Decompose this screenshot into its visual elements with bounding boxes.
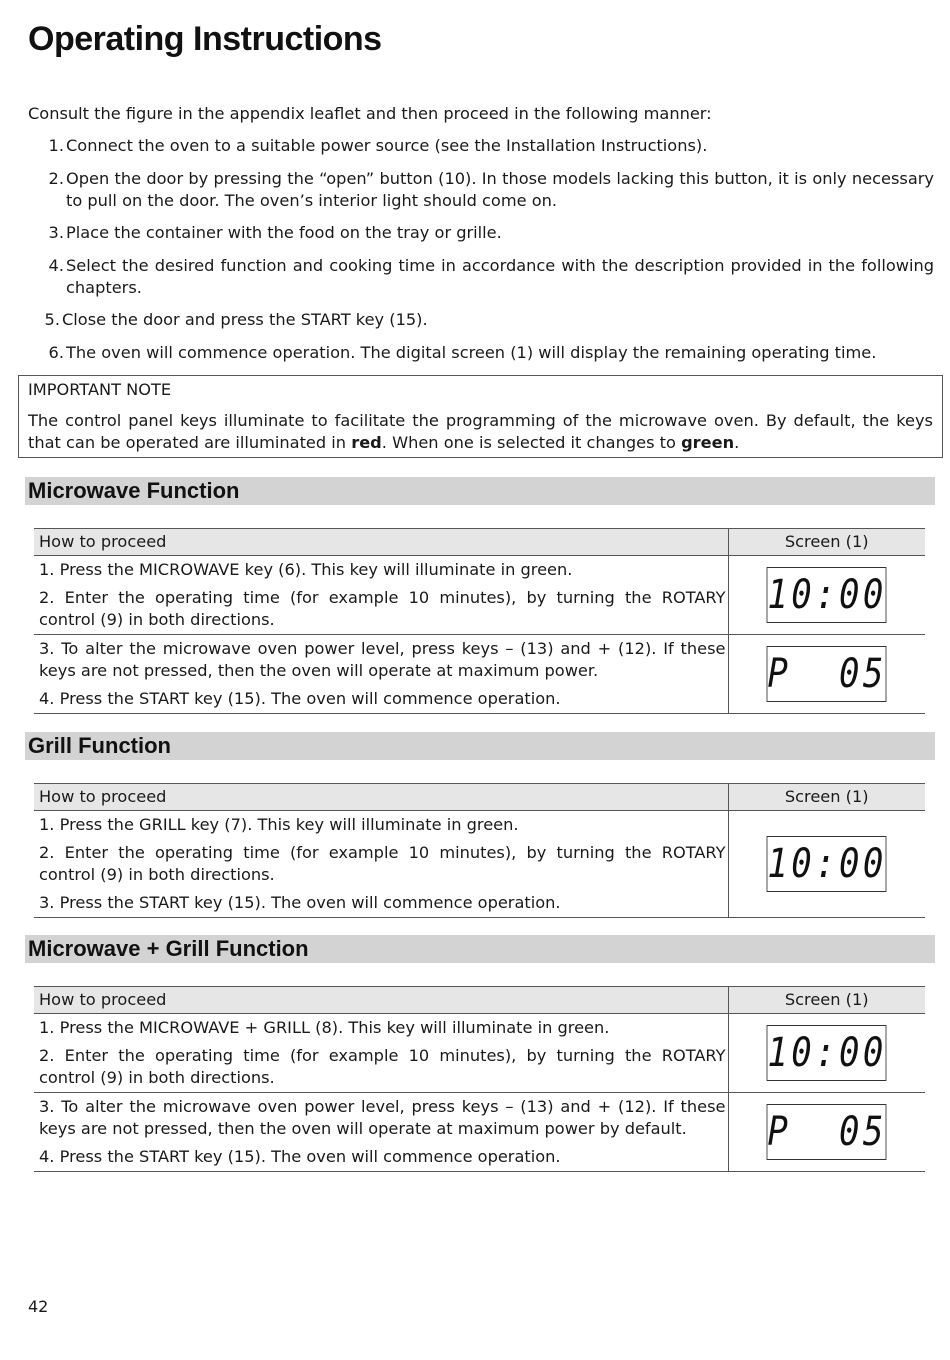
instruction-step: 3. To alter the microwave oven power level, press keys – (13) and + (12). If these keys are not pressed, then the oven will operate at maximum power. (39, 639, 726, 680)
step-number: 1. (48, 136, 64, 155)
step-item (28, 222, 934, 244)
screen-cell (728, 1014, 925, 1093)
note-title: IMPORTANT NOTE (28, 380, 172, 399)
instruction-step: 4. Press the START key (15). The oven will commence operation. (39, 689, 561, 708)
screen-cell (728, 556, 925, 635)
note-text-a: The control panel keys illuminate to facilitate the programming of the microwave oven. By default, the keys that can be operated are illuminated in (28, 411, 933, 452)
lcd-display: 10:00 (767, 567, 887, 623)
screen-header: Screen (1) (728, 987, 925, 1014)
note-green-word: green (681, 433, 735, 452)
step-item (28, 168, 934, 212)
step-item (28, 342, 934, 364)
lcd-display: P 05 (767, 646, 887, 702)
instruction-step: 1. Press the MICROWAVE key (6). This key will illuminate in green. (39, 560, 573, 579)
lcd-display: 10:00 (767, 836, 887, 892)
instruction-cell (34, 811, 728, 918)
combo-section-heading: Microwave + Grill Function (25, 935, 935, 963)
screen-cell (728, 811, 925, 918)
microwave-section-heading: Microwave Function (25, 477, 935, 505)
step-text: Place the container with the food on the tray or grille. (66, 223, 502, 242)
instruction-cell (34, 635, 728, 714)
table-row (34, 1093, 925, 1172)
step-item (28, 309, 934, 331)
instruction-step: 2. Enter the operating time (for example 10 minutes), by turning the ROTARY control (9) in both directions. (39, 843, 726, 884)
step-item (28, 135, 934, 157)
intro-text: Consult the figure in the appendix leaflet and then proceed in the following manner: (28, 104, 712, 123)
step-text: Close the door and press the START key (15). (62, 310, 428, 329)
step-text: Select the desired function and cooking time in accordance with the description provided in the following chapters. (66, 255, 934, 297)
instruction-cell (34, 1014, 728, 1093)
note-text-b: . When one is selected it changes to (381, 433, 682, 452)
instruction-step: 1. Press the GRILL key (7). This key will illuminate in green. (39, 815, 519, 834)
table-row (34, 556, 925, 635)
screen-cell (728, 635, 925, 714)
step-text: Connect the oven to a suitable power source (see the Installation Instructions). (66, 136, 708, 155)
how-to-proceed-header: How to proceed (34, 529, 728, 556)
table-row (34, 1014, 925, 1093)
page-title: Operating Instructions (28, 20, 382, 58)
instruction-cell (34, 1093, 728, 1172)
note-red-word: red (351, 433, 382, 452)
how-to-proceed-header: How to proceed (34, 987, 728, 1014)
steps-list (28, 135, 934, 374)
table-header-row (34, 529, 925, 556)
step-number: 4. (48, 255, 64, 275)
step-text: Open the door by pressing the “open” button (10). In those models lacking this button, it is only necessary to pull on the door. The oven’s interior light should come on. (66, 168, 934, 210)
screen-header: Screen (1) (728, 784, 925, 811)
instruction-step: 2. Enter the operating time (for example 10 minutes), by turning the ROTARY control (9) in both directions. (39, 1046, 726, 1087)
table-row (34, 635, 925, 714)
note-text-c: . (734, 433, 740, 452)
table-row (34, 811, 925, 918)
step-item (28, 255, 934, 299)
lcd-display: P 05 (767, 1104, 887, 1160)
step-number: 5. (44, 310, 60, 329)
note-body (28, 410, 933, 454)
step-text: The oven will commence operation. The digital screen (1) will display the remaining operating time. (66, 342, 877, 362)
microwave-table (34, 528, 925, 714)
instruction-step: 3. Press the START key (15). The oven will commence operation. (39, 893, 561, 912)
grill-section-heading: Grill Function (25, 732, 935, 760)
grill-table (34, 783, 925, 918)
table-header-row (34, 987, 925, 1014)
screen-cell (728, 1093, 925, 1172)
instruction-step: 1. Press the MICROWAVE + GRILL (8). This key will illuminate in green. (39, 1018, 610, 1037)
how-to-proceed-header: How to proceed (34, 784, 728, 811)
step-number: 6. (48, 342, 64, 362)
step-number: 3. (48, 223, 64, 242)
instruction-step: 2. Enter the operating time (for example 10 minutes), by turning the ROTARY control (9) in both directions. (39, 588, 726, 629)
lcd-display: 10:00 (767, 1025, 887, 1081)
important-note-box (18, 375, 943, 458)
page-number: 42 (28, 1297, 49, 1316)
table-header-row (34, 784, 925, 811)
screen-header: Screen (1) (728, 529, 925, 556)
instruction-step: 4. Press the START key (15). The oven will commence operation. (39, 1147, 561, 1166)
instruction-step: 3. To alter the microwave oven power level, press keys – (13) and + (12). If these keys are not pressed, then the oven will operate at maximum power by default. (39, 1097, 726, 1138)
step-number: 2. (48, 168, 64, 188)
combo-table (34, 986, 925, 1172)
instruction-cell (34, 556, 728, 635)
